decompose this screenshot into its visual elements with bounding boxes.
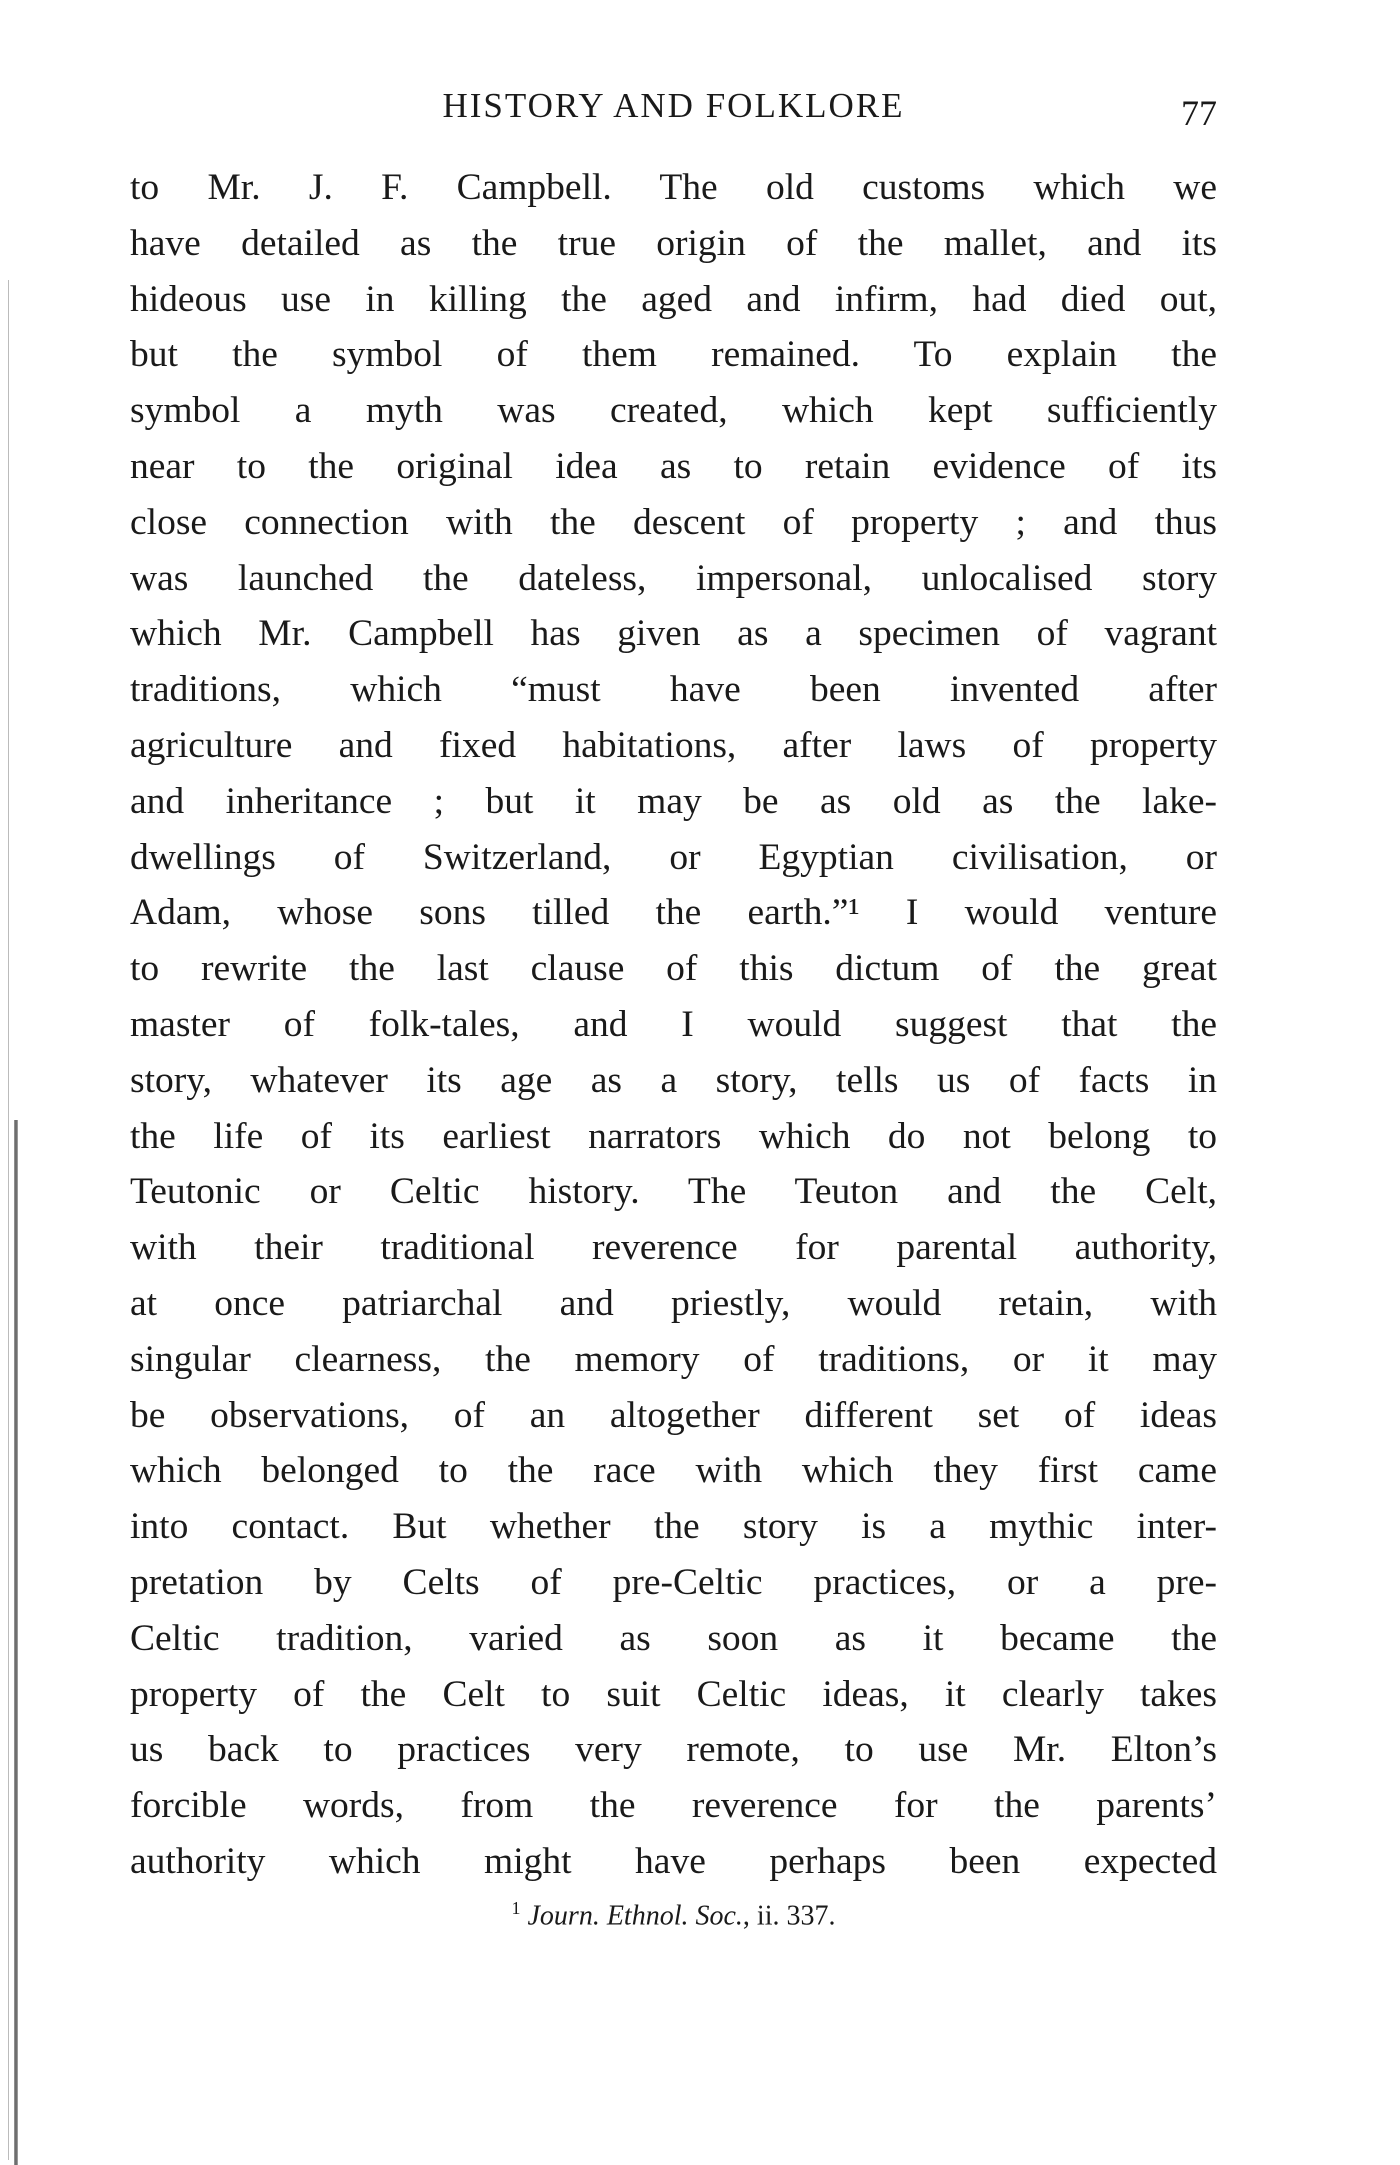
- text-line: property of the Celt to suit Celtic ideas, it clearly takes: [130, 1673, 1217, 1715]
- text-line: into contact. But whether the story is a mythic inter-: [130, 1506, 1217, 1548]
- text-line: with their traditional reverence for parental authority,: [130, 1227, 1217, 1269]
- footnote-rest: , ii. 337.: [742, 1900, 836, 1932]
- text-line: which belonged to the race with which they first came: [130, 1450, 1217, 1492]
- text-line: have detailed as the true origin of the mallet, and its: [130, 222, 1217, 264]
- text-line: singular clearness, the memory of traditions, or it may: [130, 1338, 1217, 1380]
- footnote-marker: 1: [511, 1898, 521, 1918]
- text-line: dwellings of Switzerland, or Egyptian civilisation, or: [130, 836, 1217, 878]
- text-line: which Mr. Campbell has given as a specimen of vagrant: [130, 613, 1217, 655]
- text-line: agriculture and fixed habitations, after laws of property: [130, 724, 1217, 766]
- page-number: 77: [1181, 93, 1217, 133]
- scan-edge: [8, 280, 9, 2160]
- text-line: pretation by Celts of pre-Celtic practices, or a pre-: [130, 1561, 1217, 1603]
- text-line: to Mr. J. F. Campbell. The old customs which we: [130, 167, 1217, 208]
- text-line: at once patriarchal and priestly, would retain, with: [130, 1282, 1217, 1324]
- text-line: traditions, which “must have been invented after: [130, 669, 1217, 711]
- text-line: but the symbol of them remained. To explain the: [130, 334, 1217, 376]
- text-line: close connection with the descent of property ; and thus: [130, 501, 1217, 543]
- text-line: authority which might have perhaps been expected: [130, 1840, 1217, 1882]
- text-line: story, whatever its age as a story, tells us of facts in: [130, 1059, 1217, 1101]
- text-line: Adam, whose sons tilled the earth.”¹ I would venture: [130, 892, 1217, 934]
- text-line: forcible words, from the reverence for the parents’: [130, 1785, 1217, 1827]
- footnote: [130, 1898, 1217, 1932]
- body-text: [130, 160, 1217, 1890]
- text-line: symbol a myth was created, which kept sufficiently: [130, 390, 1217, 432]
- text-line: Teutonic or Celtic history. The Teuton and the Celt,: [130, 1171, 1217, 1213]
- running-title: HISTORY AND FOLKLORE: [442, 86, 905, 125]
- text-line: hideous use in killing the aged and infirm, had died out,: [130, 278, 1217, 320]
- scan-edge-shadow: [14, 1120, 18, 2165]
- page-header: [130, 86, 1217, 136]
- text-line: Celtic tradition, varied as soon as it became the: [130, 1617, 1217, 1659]
- text-line: near to the original idea as to retain evidence of its: [130, 445, 1217, 487]
- text-line: and inheritance ; but it may be as old as the lake-: [130, 780, 1217, 822]
- text-line: was launched the dateless, impersonal, unlocalised story: [130, 557, 1217, 599]
- text-line: master of folk-tales, and I would suggest that the: [130, 1003, 1217, 1045]
- text-line: us back to practices very remote, to use Mr. Elton’s: [130, 1729, 1217, 1771]
- text-line: be observations, of an altogether different set of ideas: [130, 1394, 1217, 1436]
- footnote-reference: Journ. Ethnol. Soc.: [527, 1900, 743, 1932]
- text-line: the life of its earliest narrators which do not belong to: [130, 1115, 1217, 1157]
- text-line: to rewrite the last clause of this dictum of the great: [130, 948, 1217, 990]
